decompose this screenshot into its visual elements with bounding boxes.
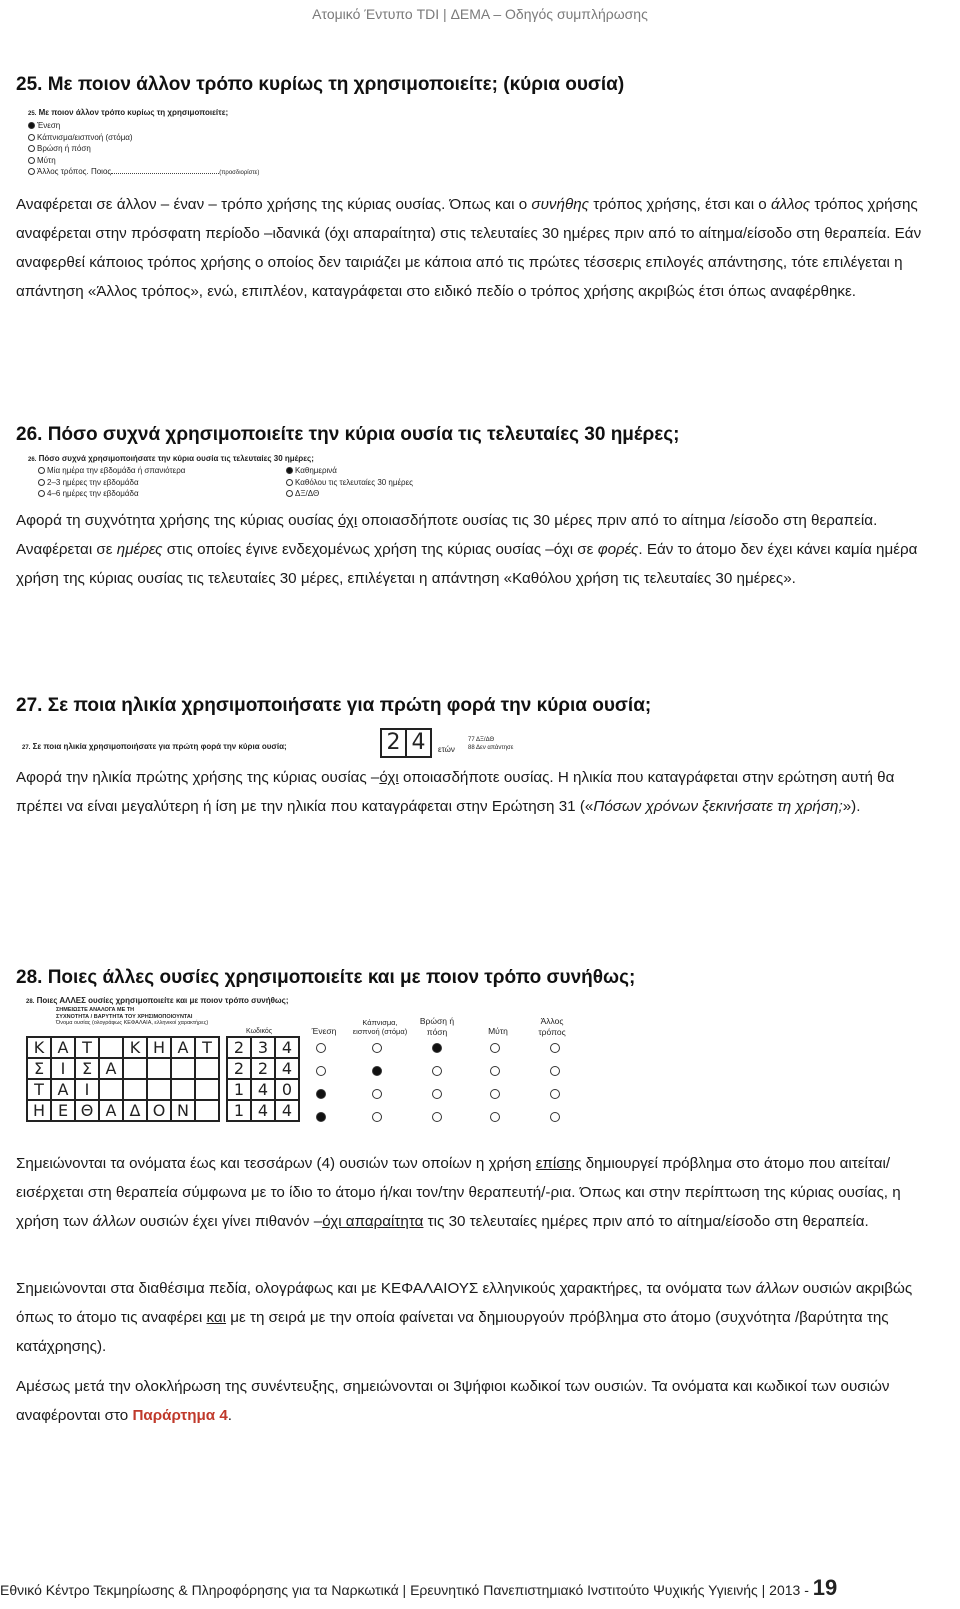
name-letter-cell: Τ	[27, 1079, 51, 1100]
radio-icon	[38, 479, 45, 486]
radio-icon	[432, 1112, 442, 1122]
code-digit-cell: 4	[275, 1037, 299, 1058]
name-letter-cell: Α	[171, 1037, 195, 1058]
radio-icon	[490, 1066, 500, 1076]
radio-icon	[550, 1089, 560, 1099]
radio-icon	[28, 145, 35, 152]
q26-scan-option: 4–6 ημέρες την εβδομάδα	[38, 488, 185, 500]
radio-icon	[316, 1066, 326, 1076]
q26-scan-option: Μία ημέρα την εβδομάδα ή σπανιότερα	[38, 465, 185, 477]
q27-description: Αφορά την ηλικία πρώτης χρήσης της κύριας ουσίας –όχι οποιασδήποτε ουσίας. Η ηλικία που καταγράφεται στην ερώτηση αυτή θα πρέπει να είναι μεγαλύτερη ή ίση με την ηλικία που καταγράφεται στην Ερώτηση 31 («Πόσων χρόνων ξεκινήσατε τη χρήση;»).	[16, 769, 895, 815]
q25-scan-option: Άλλος τρόπος. Ποιος (προσδιορίστε)	[28, 166, 328, 180]
radio-icon	[490, 1043, 500, 1053]
q27-scan	[22, 726, 542, 760]
q26-scan-option: ΔΞ/ΔΘ	[286, 488, 413, 500]
name-letter-cell: Κ	[27, 1037, 51, 1058]
name-letter-cell: Θ	[75, 1100, 99, 1121]
name-letter-cell: Κ	[123, 1037, 147, 1058]
radio-icon	[490, 1089, 500, 1099]
page-number: 19	[812, 1575, 838, 1600]
q28-col-oral: Βρώση ή πόση	[419, 1016, 455, 1037]
name-letter-cell: Δ	[123, 1100, 147, 1121]
code-digit-cell: 3	[251, 1037, 275, 1058]
name-letter-cell: Α	[99, 1058, 123, 1079]
q26-title: 26. Πόσο συχνά χρησιμοποιείτε την κύρια ουσία τις τελευταίες 30 ημέρες;	[16, 424, 680, 445]
q27-scan-question: Σε ποια ηλικία χρησιμοποιήσατε για πρώτη φορά την κύρια ουσία;	[32, 742, 287, 751]
name-letter-cell: Σ	[75, 1058, 99, 1079]
table-row	[27, 1079, 299, 1100]
radio-icon	[550, 1112, 560, 1122]
code-digit-cell: 0	[275, 1079, 299, 1100]
q25-title: 25. Με ποιον άλλον τρόπο κυρίως τη χρησιμοποιείτε; (κύρια ουσία)	[16, 74, 625, 95]
q25-scan	[28, 108, 328, 188]
radio-icon	[286, 490, 293, 497]
name-letter-cell: Α	[51, 1037, 75, 1058]
q25-scan-question	[28, 108, 328, 117]
page-footer	[0, 1575, 960, 1601]
code-digit-cell: 4	[251, 1100, 275, 1121]
q27-title: 27. Σε ποια ηλικία χρησιμοποιήσατε για πρώτη φορά την κύρια ουσία;	[16, 695, 652, 716]
name-letter-cell	[99, 1079, 123, 1100]
q28-scan	[26, 996, 586, 1134]
radio-selected-icon	[372, 1066, 382, 1076]
radio-icon	[28, 134, 35, 141]
radio-icon	[372, 1112, 382, 1122]
radio-icon	[28, 157, 35, 164]
radio-icon	[432, 1066, 442, 1076]
radio-selected-icon	[286, 467, 293, 474]
footer-text: Εθνικό Κέντρο Τεκμηρίωσης & Πληροφόρησης για τα Ναρκωτικά | Ερευνητικό Πανεπιστημιακό Ινστιτούτο Ψυχικής Υγιεινής | 2013 -	[0, 1582, 813, 1598]
q28-substance-table	[26, 1036, 300, 1122]
q26-scan-num: 26.	[28, 457, 37, 463]
code-digit-cell: 2	[227, 1037, 251, 1058]
name-letter-cell: Α	[99, 1100, 123, 1121]
name-letter-cell: Ι	[75, 1079, 99, 1100]
name-letter-cell	[195, 1058, 219, 1079]
radio-icon	[38, 467, 45, 474]
q25-scan-option: Κάπνισμα/εισπνοή (στόμα)	[28, 132, 328, 144]
q28-title: 28. Ποιες άλλες ουσίες χρησιμοποιείτε και με ποιον τρόπο συνήθως;	[16, 967, 636, 988]
table-row	[27, 1100, 299, 1121]
radio-icon	[372, 1043, 382, 1053]
q26-scan-question: Πόσο συχνά χρησιμοποιήσατε την κύρια ουσία τις τελευταίες 30 ημέρες;	[38, 454, 314, 463]
code-digit-cell: 1	[227, 1100, 251, 1121]
code-digit-cell: 2	[251, 1058, 275, 1079]
q26-scan-option: 2–3 ημέρες την εβδομάδα	[38, 477, 185, 489]
radio-icon	[432, 1089, 442, 1099]
code-digit-cell: 4	[275, 1058, 299, 1079]
spacer	[219, 1100, 227, 1121]
appendix-link[interactable]: Παράρτημα 4	[132, 1407, 228, 1424]
radio-selected-icon	[316, 1089, 326, 1099]
code-digit-cell: 2	[227, 1058, 251, 1079]
age-digit-box: 2	[380, 728, 407, 758]
q25-scan-option: Ένεση	[28, 120, 328, 132]
name-letter-cell: Σ	[27, 1058, 51, 1079]
name-letter-cell	[147, 1079, 171, 1100]
name-letter-cell	[99, 1037, 123, 1058]
name-letter-cell: Ι	[51, 1058, 75, 1079]
code-digit-cell: 4	[275, 1100, 299, 1121]
radio-selected-icon	[316, 1112, 326, 1122]
q28-scan-notes: ΣΗΜΕΙΩΣΤΕ ΑΝΑΛΟΓΑ ΜΕ ΤΗ ΣΥΧΝΟΤΗΤΑ / ΒΑΡΥΤΗΤΑ ΤΟΥ ΧΡΗΣΙΜΟΠΟΙΟΥΝΤΑΙ Όνομα ουσίας (ολογράφως ΚΕΦΑΛΑΙΑ, ελληνικοί χαρακτήρες)	[56, 1007, 209, 1026]
q27-age-boxes	[380, 728, 432, 758]
name-letter-cell	[171, 1079, 195, 1100]
name-letter-cell	[195, 1100, 219, 1121]
q26-scan-option: Καθόλου τις τελευταίες 30 ημέρες	[286, 477, 413, 489]
radio-icon	[316, 1043, 326, 1053]
q28-col-nose: Μύτη	[488, 1026, 508, 1036]
name-letter-cell	[147, 1058, 171, 1079]
name-letter-cell: Η	[27, 1100, 51, 1121]
q25-scan-option: Βρώση ή πόση	[28, 143, 328, 155]
radio-icon	[550, 1066, 560, 1076]
code-digit-cell: 4	[251, 1079, 275, 1100]
radio-selected-icon	[28, 122, 35, 129]
radio-icon	[490, 1112, 500, 1122]
q25-description: Αναφέρεται σε άλλον – έναν – τρόπο χρήσης της κύριας ουσίας. Όπως και ο συνήθης τρόπος χρήσης, έτσι και ο άλλος τρόπος χρήσης αναφέρεται στην πρόσφατη περίοδο –ιδανικά (όχι απαραίτητα) στις τελευταίες 30 ημέρες πριν από το αίτημα/είσοδο στη θεραπεία. Εάν αναφερθεί κάποιος τρόπος χρήσης ο οποίος δεν ταιριάζει με κάποια από τις πρώτες τέσσερις επιλογές απάντησης, τότε επιλέγεται η απάντηση «Άλλος τρόπος», ενώ, επιπλέον, καταγράφεται στο ειδικό πεδίο ο τρόπος χρήσης ακριβώς έτσι όπως αναφέρθηκε.	[16, 196, 922, 300]
running-header: Ατομικό Έντυπο TDI | ΔΕΜΑ – Οδηγός συμπλήρωσης	[312, 6, 648, 22]
q28-col-injection: Ένεση	[311, 1026, 337, 1036]
table-row	[27, 1058, 299, 1079]
radio-selected-icon	[432, 1043, 442, 1053]
spacer	[219, 1037, 227, 1058]
spacer	[219, 1058, 227, 1079]
q27-unit: ετών	[438, 745, 455, 754]
name-letter-cell: Ο	[147, 1100, 171, 1121]
q25-scan-option: Μύτη	[28, 155, 328, 167]
name-letter-cell	[171, 1058, 195, 1079]
q28-description-1: Σημειώνονται τα ονόματα έως και τεσσάρων (4) ουσιών των οποίων η χρήση επίσης δημιουργεί πρόβλημα στο άτομο που αιτείται/εισέρχεται στη θεραπεία σύμφωνα με το ίδιο το άτομο ή/και τον/την θεραπευτή/-ρια. Όπως και στην περίπτωση της κύριας ουσίας, η χρήση των άλλων ουσιών έχει γίνει πιθανόν –όχι απαραίτητα τις 30 τελευταίες ημέρες πριν από το αίτημα/είσοδο στη θεραπεία.	[16, 1155, 901, 1230]
q27-codes: 77 ΔΞ/ΔΘ 88 Δεν απάντησε	[468, 737, 514, 751]
spacer	[219, 1079, 227, 1100]
name-letter-cell: Τ	[195, 1037, 219, 1058]
q25-scan-num: 25.	[28, 111, 37, 117]
age-digit-box: 4	[407, 728, 432, 758]
name-letter-cell: Η	[147, 1037, 171, 1058]
q28-col-smoking: Κάπνισμα, εισπνοή (στόμα)	[352, 1018, 408, 1036]
radio-icon	[550, 1043, 560, 1053]
q28-scan-num: 28.	[26, 999, 35, 1005]
radio-icon	[28, 168, 35, 175]
q26-description: Αφορά τη συχνότητα χρήσης της κύριας ουσίας όχι οποιασδήποτε ουσίας τις 30 μέρες πριν από το αίτημα /είσοδο στη θεραπεία. Αναφέρεται σε ημέρες στις οποίες έγινε ενδεχομένως χρήση της κύριας ουσίας –όχι σε φορές. Εάν το άτομο δεν έχει κάνει καμία ημέρα χρήση της κύριας ουσίας τις τελευταίες 30 μέρες, επιλέγεται η απάντηση «Καθόλου χρήση τις τελευταίες 30 ημέρες».	[16, 512, 918, 587]
q28-col-code: Κωδικός	[246, 1028, 273, 1035]
q28-description-3: Αμέσως μετά την ολοκλήρωση της συνέντευξης, σημειώνονται οι 3ψήφιοι κωδικοί των ουσιών. Τα ονόματα και κωδικοί των ουσιών αναφέρονται στο Παράρτημα 4.	[16, 1378, 890, 1424]
q26-scan-option: Καθημερινά	[286, 465, 413, 477]
name-letter-cell	[195, 1079, 219, 1100]
name-letter-cell	[123, 1079, 147, 1100]
q28-grid	[26, 1036, 300, 1122]
q26-scan	[28, 454, 468, 504]
name-letter-cell: Α	[51, 1079, 75, 1100]
radio-icon	[38, 490, 45, 497]
q28-col-other: Άλλος τρόπος	[538, 1016, 566, 1037]
radio-icon	[372, 1089, 382, 1099]
name-letter-cell	[123, 1058, 147, 1079]
name-letter-cell: Ε	[51, 1100, 75, 1121]
name-letter-cell: Ν	[171, 1100, 195, 1121]
table-row	[27, 1037, 299, 1058]
name-letter-cell: Τ	[75, 1037, 99, 1058]
code-digit-cell: 1	[227, 1079, 251, 1100]
q27-scan-num: 27.	[22, 745, 31, 751]
q28-description-2: Σημειώνονται στα διαθέσιμα πεδία, ολογράφως και με ΚΕΦΑΛΑΙΟΥΣ ελληνικούς χαρακτήρες, τα ονόματα των άλλων ουσιών ακριβώς όπως το άτομο τις αναφέρει και με τη σειρά με την οποία φαίνεται να δημιουργούν πρόβλημα στο άτομο (συχνότητα /βαρύτητα της κατάχρησης).	[16, 1280, 913, 1355]
q25-scan-question-text: Με ποιον άλλον τρόπο κυρίως τη χρησιμοποιείτε;	[38, 108, 229, 117]
q28-scan-question: Ποιες ΑΛΛΕΣ ουσίες χρησιμοποιείτε και με ποιον τρόπο συνήθως;	[36, 996, 289, 1005]
radio-icon	[286, 479, 293, 486]
